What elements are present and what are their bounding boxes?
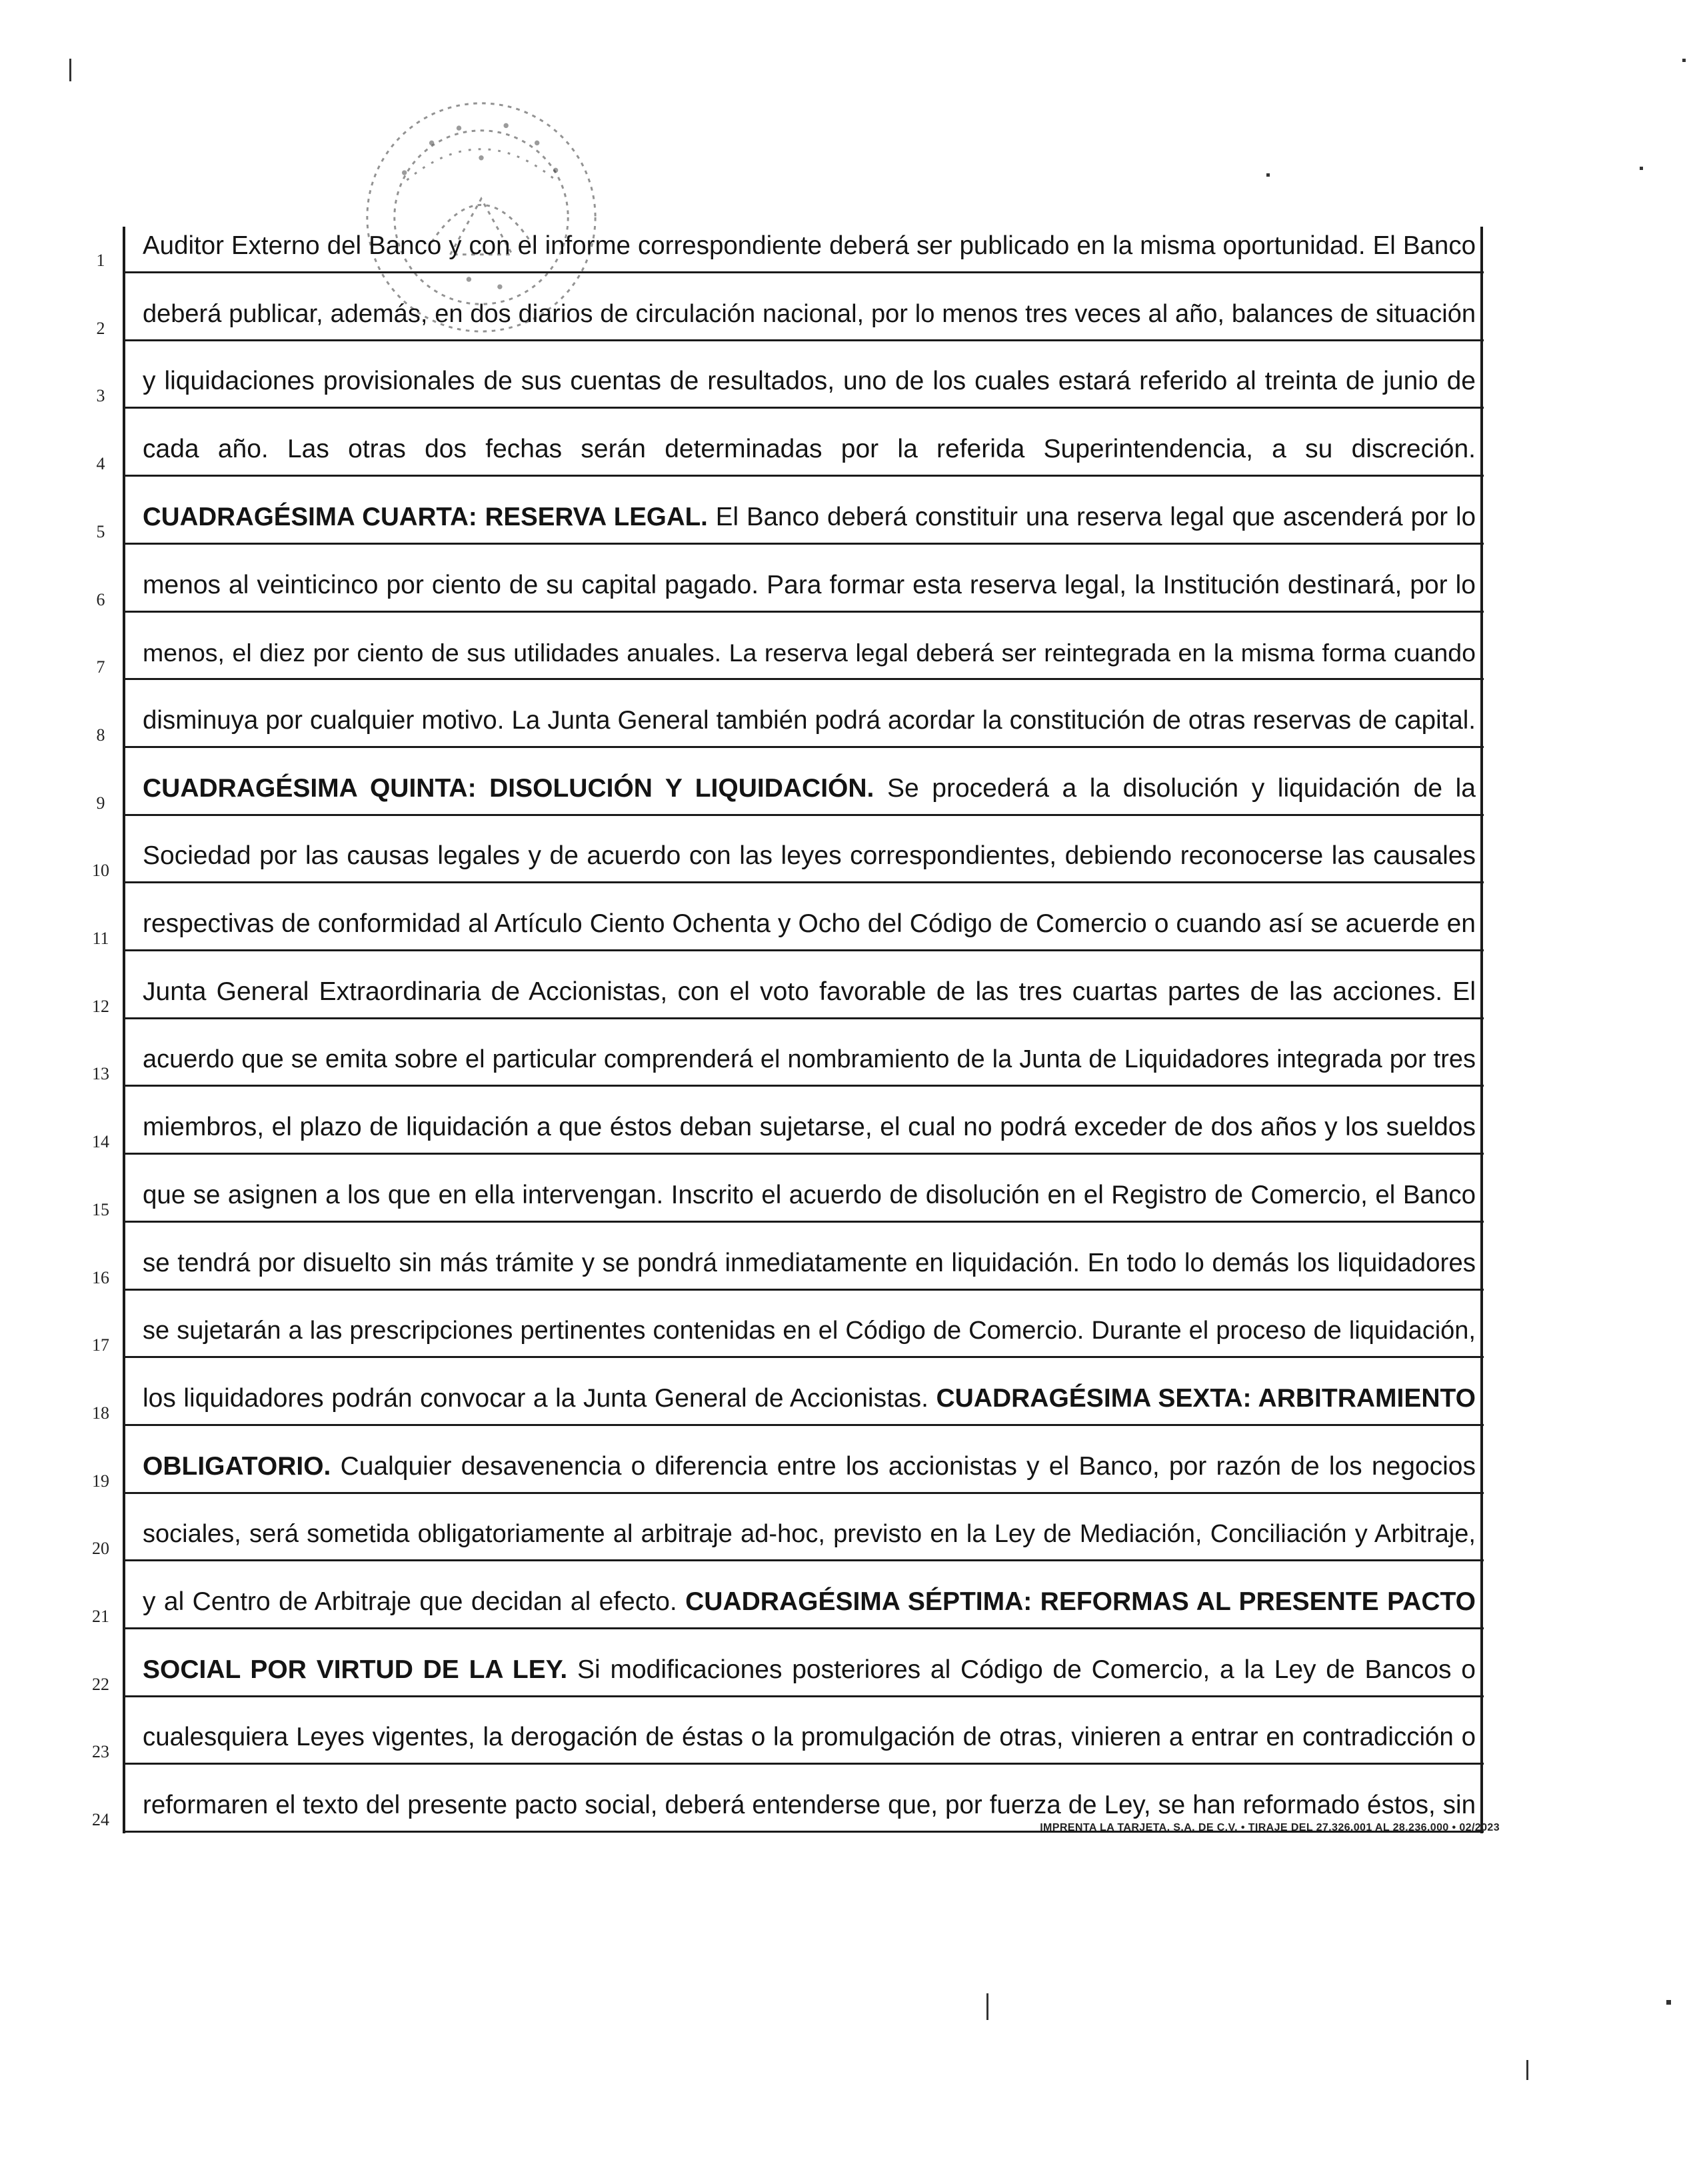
clause-heading: OBLIGATORIO. bbox=[143, 1452, 331, 1481]
line-text bbox=[143, 1040, 1476, 1079]
line-rule bbox=[123, 1221, 1484, 1223]
document-line bbox=[0, 1636, 1703, 1703]
body-text: miembros, el plazo de liquidación a que éstos deban sujetarse, el cual no podrá exceder de dos años y los sueldos bbox=[143, 1113, 1476, 1141]
line-text bbox=[143, 769, 1476, 808]
line-rule bbox=[123, 1424, 1484, 1426]
line-text bbox=[143, 1718, 1476, 1757]
document-line bbox=[0, 347, 1703, 415]
line-rule bbox=[123, 881, 1484, 883]
document-line bbox=[0, 551, 1703, 619]
line-number: 9 bbox=[96, 793, 105, 813]
line-text bbox=[143, 498, 1476, 537]
scan-speck bbox=[1682, 59, 1686, 62]
line-rule bbox=[123, 1627, 1484, 1629]
line-rule bbox=[123, 271, 1484, 273]
line-number: 4 bbox=[96, 454, 105, 473]
line-rule bbox=[123, 1356, 1484, 1358]
line-text bbox=[143, 1311, 1476, 1350]
line-number: 18 bbox=[92, 1403, 109, 1423]
line-rule bbox=[123, 1763, 1484, 1765]
body-text: sociales, será sometida obligatoriamente al arbitraje ad-hoc, previsto en la Ley de Mediación, Conciliación y Arbitraje, bbox=[143, 1520, 1476, 1548]
body-text: cada año. Las otras dos fechas serán determinadas por la referida Superintendencia, a su discreción. bbox=[143, 435, 1476, 463]
line-number: 3 bbox=[96, 386, 105, 405]
document-line bbox=[0, 1703, 1703, 1771]
scan-speck bbox=[1666, 2000, 1671, 2005]
line-number: 23 bbox=[92, 1742, 109, 1761]
body-text: se sujetarán a las prescripciones pertinentes contenidas en el Código de Comercio. Durante el proceso de liquidación, bbox=[143, 1317, 1476, 1345]
line-text bbox=[143, 905, 1476, 943]
line-rule bbox=[123, 1695, 1484, 1697]
body-text: reformaren el texto del presente pacto social, deberá entenderse que, por fuerza de Ley, se han reformado éstos, sin bbox=[143, 1791, 1476, 1819]
line-rule bbox=[123, 611, 1484, 613]
body-text: menos al veinticinco por ciento de su capital pagado. Para formar esta reserva legal, la Institución destinará, por lo bbox=[143, 571, 1476, 599]
document-line bbox=[0, 1365, 1703, 1432]
document-line bbox=[0, 1229, 1703, 1297]
line-number: 5 bbox=[96, 522, 105, 541]
document-line bbox=[0, 619, 1703, 686]
line-text bbox=[143, 1244, 1476, 1283]
scan-speck bbox=[1526, 2060, 1528, 2080]
line-rule bbox=[123, 678, 1484, 680]
line-number: 11 bbox=[92, 929, 109, 948]
clause-heading: CUADRAGÉSIMA CUARTA: RESERVA LEGAL. bbox=[143, 503, 708, 531]
line-text bbox=[143, 430, 1476, 469]
line-number: 17 bbox=[92, 1335, 109, 1355]
line-number: 15 bbox=[92, 1200, 109, 1219]
document-line bbox=[0, 415, 1703, 483]
line-text bbox=[143, 227, 1476, 265]
document-line bbox=[0, 958, 1703, 1025]
line-text bbox=[143, 1176, 1476, 1215]
body-text: se tendrá por disuelto sin más trámite y se pondrá inmediatamente en liquidación. En todo lo demás los liquidadores bbox=[143, 1249, 1476, 1277]
document-line bbox=[0, 1500, 1703, 1567]
line-rule bbox=[123, 1559, 1484, 1561]
body-text: respectivas de conformidad al Artículo Ciento Ochenta y Ocho del Código de Comercio o cuando así se acuerde en bbox=[143, 909, 1476, 938]
line-text bbox=[143, 1515, 1476, 1553]
body-text: disminuya por cualquier motivo. La Junta General también podrá acordar la constitución de otras reservas de capital. bbox=[143, 706, 1476, 735]
line-number: 8 bbox=[96, 725, 105, 745]
document-line bbox=[0, 1433, 1703, 1500]
document-line bbox=[0, 280, 1703, 347]
body-text: acuerdo que se emita sobre el particular comprenderá el nombramiento de la Junta de Liquidadores integrada por tres bbox=[143, 1045, 1476, 1073]
body-text: los liquidadores podrán convocar a la Junta General de Accionistas. bbox=[143, 1384, 936, 1413]
line-rule bbox=[123, 1492, 1484, 1494]
line-text bbox=[143, 633, 1476, 672]
line-rule bbox=[123, 1289, 1484, 1291]
line-number: 7 bbox=[96, 657, 105, 677]
body-text: cualesquiera Leyes vigentes, la derogación de éstas o la promulgación de otras, vinieren a entrar en contradicción o bbox=[143, 1723, 1476, 1751]
document-line bbox=[0, 755, 1703, 822]
document-line bbox=[0, 1093, 1703, 1161]
line-rule bbox=[123, 1153, 1484, 1155]
body-text: deberá publicar, además, en dos diarios de circulación nacional, por lo menos tres veces al año, balances de situación bbox=[143, 300, 1476, 328]
line-rule bbox=[123, 746, 1484, 748]
clause-heading: SOCIAL POR VIRTUD DE LA LEY. bbox=[143, 1655, 568, 1684]
line-text bbox=[143, 1786, 1476, 1825]
line-number: 22 bbox=[92, 1675, 109, 1694]
line-text bbox=[143, 837, 1476, 875]
document-line bbox=[0, 822, 1703, 889]
line-number: 14 bbox=[92, 1132, 109, 1151]
body-text: menos, el diez por ciento de sus utilidades anuales. La reserva legal deberá ser reintegrada en la misma forma cuando bbox=[143, 639, 1476, 667]
body-text: Cualquier desavenencia o diferencia entre los accionistas y el Banco, por razón de los negocios bbox=[331, 1452, 1476, 1481]
line-rule bbox=[123, 339, 1484, 341]
body-text: Si modificaciones posteriores al Código de Comercio, a la Ley de Bancos o bbox=[567, 1655, 1476, 1684]
line-number: 21 bbox=[92, 1607, 109, 1626]
line-rule bbox=[123, 949, 1484, 951]
line-text bbox=[143, 295, 1476, 333]
line-text bbox=[143, 1583, 1476, 1621]
body-text: Se procederá a la disolución y liquidación de la bbox=[874, 774, 1476, 803]
line-rule bbox=[123, 475, 1484, 477]
line-number: 1 bbox=[96, 251, 105, 270]
body-text: que se asignen a los que en ella intervengan. Inscrito el acuerdo de disolución en el Registro de Comercio, el Banco bbox=[143, 1181, 1476, 1209]
line-number: 10 bbox=[92, 861, 109, 880]
scan-speck bbox=[1640, 167, 1643, 170]
line-text bbox=[143, 1447, 1476, 1486]
line-number: 13 bbox=[92, 1064, 109, 1083]
document-line bbox=[0, 483, 1703, 551]
document-line bbox=[0, 890, 1703, 957]
document-line bbox=[0, 687, 1703, 754]
body-text: y al Centro de Arbitraje que decidan al efecto. bbox=[143, 1587, 686, 1616]
line-text bbox=[143, 1108, 1476, 1147]
printer-footnote: IMPRENTA LA TARJETA, S.A. DE C.V. • TIRAJE DEL 27,326,001 AL 28,236,000 • 02/2023 bbox=[1040, 1822, 1500, 1833]
line-rule bbox=[123, 1017, 1484, 1019]
line-rule bbox=[123, 407, 1484, 409]
line-rule bbox=[123, 814, 1484, 816]
body-text: y liquidaciones provisionales de sus cuentas de resultados, uno de los cuales estará referido al treinta de junio de bbox=[143, 367, 1476, 395]
line-text bbox=[143, 566, 1476, 605]
clause-heading: CUADRAGÉSIMA SEXTA: ARBITRAMIENTO bbox=[936, 1384, 1476, 1413]
line-number: 6 bbox=[96, 590, 105, 609]
body-text: Junta General Extraordinaria de Accionistas, con el voto favorable de las tres cuartas partes de las acciones. El bbox=[143, 977, 1476, 1006]
document-line bbox=[0, 1568, 1703, 1635]
clause-heading: CUADRAGÉSIMA QUINTA: DISOLUCIÓN Y LIQUIDACIÓN. bbox=[143, 774, 874, 803]
document-line bbox=[0, 1297, 1703, 1364]
scan-speck bbox=[1266, 173, 1270, 177]
line-number: 19 bbox=[92, 1471, 109, 1491]
body-text: El Banco deberá constituir una reserva legal que ascenderá por lo bbox=[707, 503, 1476, 531]
document-line bbox=[0, 212, 1703, 279]
line-rule bbox=[123, 543, 1484, 545]
line-number: 2 bbox=[96, 319, 105, 338]
line-text bbox=[143, 362, 1476, 401]
scan-speck bbox=[69, 59, 71, 81]
line-rule bbox=[123, 1085, 1484, 1087]
body-text: Sociedad por las causas legales y de acuerdo con las leyes correspondientes, debiendo reconocerse las causales bbox=[143, 841, 1476, 870]
clause-heading: CUADRAGÉSIMA SÉPTIMA: REFORMAS AL PRESENTE PACTO bbox=[685, 1587, 1476, 1616]
document-line bbox=[0, 1025, 1703, 1093]
line-number: 16 bbox=[92, 1268, 109, 1287]
line-text bbox=[143, 701, 1476, 740]
line-number: 20 bbox=[92, 1539, 109, 1558]
line-text bbox=[143, 973, 1476, 1011]
scan-speck bbox=[986, 1993, 988, 2020]
line-text bbox=[143, 1651, 1476, 1689]
line-number: 24 bbox=[92, 1810, 109, 1829]
document-line bbox=[0, 1161, 1703, 1229]
line-text bbox=[143, 1379, 1476, 1418]
body-text: Auditor Externo del Banco y con el informe correspondiente deberá ser publicado en la misma oportunidad. El Banco bbox=[143, 231, 1476, 260]
line-number: 12 bbox=[92, 997, 109, 1016]
